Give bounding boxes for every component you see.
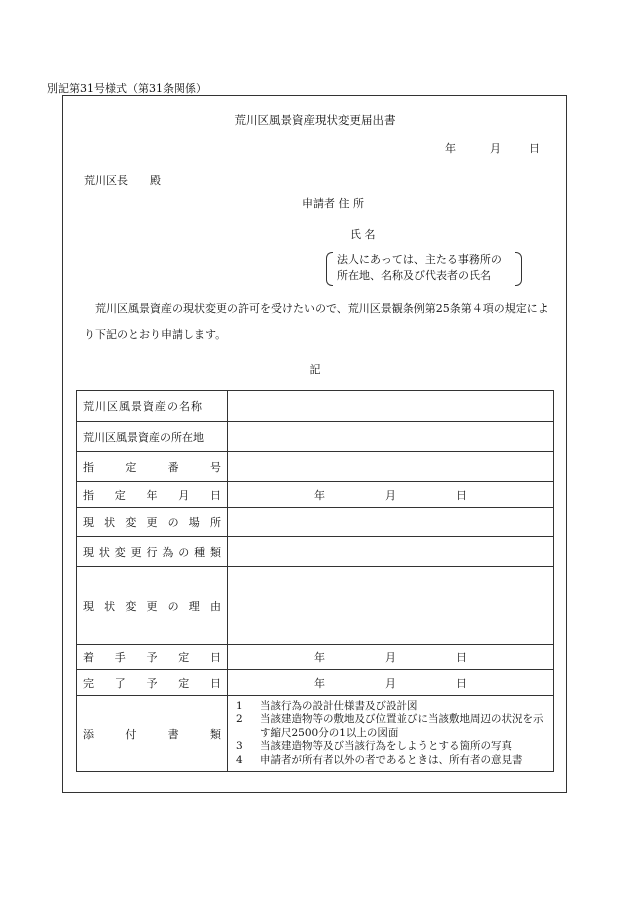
label-char: 日 xyxy=(210,488,221,502)
list-item xyxy=(232,754,549,768)
addressee xyxy=(84,172,161,188)
month-label: 月 xyxy=(490,142,501,155)
change-type-label xyxy=(77,537,228,567)
label-char: 由 xyxy=(209,599,221,613)
item-number: 4 xyxy=(236,753,243,766)
addressee-honorific: 殿 xyxy=(150,174,161,187)
table-row xyxy=(77,696,554,772)
designation-number-field[interactable] xyxy=(228,452,554,482)
change-place-field[interactable] xyxy=(228,508,554,537)
start-date-field[interactable] xyxy=(228,645,554,670)
item-number: 3 xyxy=(236,740,243,753)
day-label: 日 xyxy=(456,651,467,664)
year-label: 年 xyxy=(445,142,456,155)
label-char: 理 xyxy=(188,599,200,613)
item-text: 当該行為の設計仕様書及び設計図 xyxy=(260,699,418,712)
year-label: 年 xyxy=(314,488,325,502)
ki-heading: 記 xyxy=(309,363,321,376)
table-row xyxy=(77,422,554,452)
label-char: 書 xyxy=(167,727,179,741)
label-char: 更 xyxy=(146,516,158,529)
label-char: 行 xyxy=(146,545,158,559)
label-char: 定 xyxy=(178,676,190,690)
label-char: 現 xyxy=(83,545,94,559)
table-row xyxy=(77,537,554,567)
label-char: 更 xyxy=(130,545,142,559)
label-char: の xyxy=(178,545,190,559)
label-char: 着 xyxy=(83,651,94,664)
submission-date xyxy=(445,140,540,156)
label-char: 場 xyxy=(188,516,200,529)
completion-date-field[interactable] xyxy=(228,670,554,696)
label-char: 状 xyxy=(104,516,116,529)
label-char: 予 xyxy=(146,651,158,664)
attachments-list-cell xyxy=(228,696,554,772)
corporation-note xyxy=(326,252,522,286)
label-char: 番 xyxy=(167,460,179,474)
label-char: 状 xyxy=(104,599,116,613)
attachments-list xyxy=(228,698,553,770)
label-char: 完 xyxy=(83,676,94,690)
item-text: 当該建造物等の敷地及び位置並びに当該敷地周辺の状況を示す縮尺2500分の1以上の図面 xyxy=(260,713,544,739)
label-char: 月 xyxy=(178,488,190,502)
application-table xyxy=(76,390,554,772)
label-char: 現 xyxy=(83,516,94,529)
day-label: 日 xyxy=(456,676,467,690)
attachments-label xyxy=(77,696,228,772)
label-char: 添 xyxy=(83,727,94,741)
label-char: 種 xyxy=(194,545,206,559)
item-number: 2 xyxy=(236,713,243,726)
label-char: 手 xyxy=(114,651,126,664)
table-row xyxy=(77,391,554,422)
label-char: 定 xyxy=(178,651,190,664)
list-item xyxy=(232,740,549,754)
change-place-label xyxy=(77,508,228,537)
addressee-name: 荒川区長 xyxy=(84,174,128,187)
label-char: 状 xyxy=(98,545,110,559)
label-char: 変 xyxy=(114,545,126,559)
designation-date-label xyxy=(77,482,228,508)
label-char: 定 xyxy=(114,488,126,502)
asset-name-label: 荒川区風景資産の名称 xyxy=(77,391,228,422)
list-item xyxy=(232,700,549,714)
applicant-name-label: 氏 名 xyxy=(350,228,376,241)
year-label: 年 xyxy=(314,651,325,664)
form-title: 荒川区風景資産現状変更届出書 xyxy=(234,113,396,127)
right-bracket xyxy=(515,252,522,286)
form-reference: 別記第31号様式（第31条関係） xyxy=(47,82,207,95)
month-label: 月 xyxy=(385,676,396,690)
label-char: 所 xyxy=(209,516,221,529)
table-row xyxy=(77,567,554,645)
table-row xyxy=(77,452,554,482)
asset-name-field[interactable] xyxy=(228,391,554,422)
month-label: 月 xyxy=(385,488,396,502)
label-char: 年 xyxy=(146,488,158,502)
list-item xyxy=(232,713,549,740)
label-char: の xyxy=(167,599,179,613)
label-char: 変 xyxy=(125,599,137,613)
asset-location-field[interactable] xyxy=(228,422,554,452)
designation-date-field[interactable] xyxy=(228,482,554,508)
label-char: 付 xyxy=(125,727,137,741)
label-char: の xyxy=(167,516,179,529)
label-char: 更 xyxy=(146,599,158,613)
table-row xyxy=(77,645,554,670)
asset-location-label: 荒川区風景資産の所在地 xyxy=(77,422,228,452)
year-label: 年 xyxy=(314,676,325,690)
day-label: 日 xyxy=(456,488,467,502)
table-row xyxy=(77,670,554,696)
label-char: 予 xyxy=(146,676,158,690)
item-text: 申請者が所有者以外の者であるときは、所有者の意見書 xyxy=(260,753,523,766)
label-char: 日 xyxy=(210,676,221,690)
applicant-address-label: 申請者 住 所 xyxy=(302,197,364,210)
completion-date-label xyxy=(77,670,228,696)
designation-number-label xyxy=(77,452,228,482)
label-char: 類 xyxy=(209,727,221,741)
label-char: 指 xyxy=(83,460,94,474)
label-char: 号 xyxy=(209,460,221,474)
change-reason-field[interactable] xyxy=(228,567,554,645)
corporation-note-line2: 所在地、名称及び代表者の氏名 xyxy=(337,269,491,282)
label-char: 定 xyxy=(125,460,137,474)
application-statement: 荒川区風景資産の現状変更の許可を受けたいので、荒川区景観条例第25条第４項の規定により下記のとおり申請します。 xyxy=(84,302,549,341)
item-number: 1 xyxy=(236,699,243,712)
label-char: 変 xyxy=(125,516,137,529)
table-row xyxy=(77,482,554,508)
label-char: 日 xyxy=(210,651,221,664)
label-char: 類 xyxy=(210,545,221,559)
label-char: 了 xyxy=(114,676,126,690)
item-text: 当該建造物等及び当該行為をしようとする箇所の写真 xyxy=(260,740,512,753)
month-label: 月 xyxy=(385,651,396,664)
label-char: 為 xyxy=(162,545,174,559)
left-bracket xyxy=(326,252,333,286)
start-date-label xyxy=(77,645,228,670)
change-reason-label xyxy=(77,567,228,645)
label-char: 指 xyxy=(83,488,94,502)
corporation-note-line1: 法人にあっては、主たる事務所の xyxy=(337,253,502,266)
label-char: 現 xyxy=(83,599,94,613)
change-type-field[interactable] xyxy=(228,537,554,567)
day-label: 日 xyxy=(529,142,540,155)
table-row xyxy=(77,508,554,537)
